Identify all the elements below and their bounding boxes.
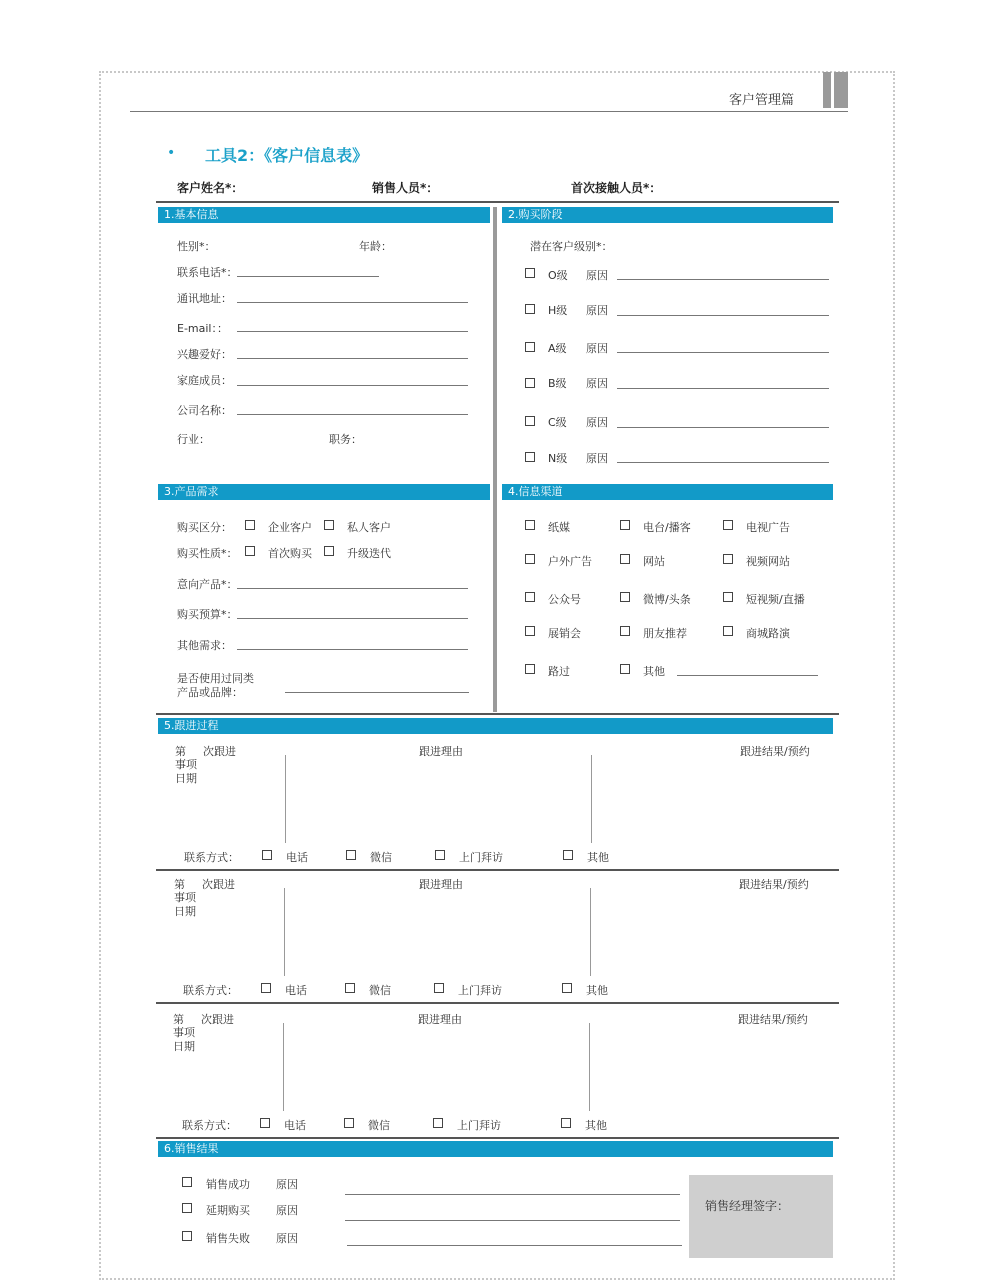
- level-a-reason-field[interactable]: [617, 352, 829, 353]
- followup2-contact-label: 联系方式：: [183, 984, 238, 997]
- industry-label: 行业：: [177, 433, 210, 446]
- followup2-divider-left: [284, 888, 285, 976]
- level-n-label: N级: [548, 452, 568, 465]
- upgrade-checkbox[interactable]: [324, 546, 334, 556]
- section-sales-result: 6.销售结果: [158, 1141, 833, 1157]
- channel-label-website: 网站: [643, 555, 665, 568]
- address-field[interactable]: [237, 302, 468, 303]
- followup1-visit-checkbox[interactable]: [435, 850, 445, 860]
- purchase-type-label: 购买区分：: [177, 521, 232, 534]
- top-rule: [156, 201, 839, 203]
- first-purchase-checkbox[interactable]: [245, 546, 255, 556]
- channel-label-tv: 电视广告: [746, 521, 790, 534]
- private-checkbox[interactable]: [324, 520, 334, 530]
- section5-top-rule: [156, 713, 839, 715]
- upgrade-label: 升级迭代: [347, 547, 391, 560]
- level-o-label: O级: [548, 269, 568, 282]
- channel-label-outdoor: 户外广告: [548, 555, 592, 568]
- private-label: 私人客户: [347, 521, 391, 534]
- followup3-other-label: 其他: [585, 1119, 607, 1132]
- result-fail-checkbox[interactable]: [182, 1231, 192, 1241]
- followup3-divider-right: [589, 1023, 590, 1111]
- used-similar-field[interactable]: [285, 692, 469, 693]
- channel-label-expo: 展销会: [548, 627, 581, 640]
- channel-label-wechat-account: 公众号: [548, 593, 581, 606]
- manager-signature-box[interactable]: [689, 1175, 833, 1258]
- channel-other-field[interactable]: [677, 675, 818, 676]
- channel-checkbox-website[interactable]: [620, 554, 630, 564]
- followup3-riqi: 日期: [173, 1040, 195, 1053]
- position-label: 职务：: [329, 433, 362, 446]
- address-label: 通讯地址：: [177, 292, 232, 305]
- channel-checkbox-print[interactable]: [525, 520, 535, 530]
- hobby-field[interactable]: [237, 358, 468, 359]
- enterprise-label: 企业客户: [268, 521, 312, 534]
- followup3-contact-label: 联系方式：: [182, 1119, 237, 1132]
- followup2-reason: 跟进理由: [419, 878, 463, 891]
- channel-label-other: 其他: [643, 665, 665, 678]
- followup2-other-label: 其他: [586, 984, 608, 997]
- followup2-visit-label: 上门拜访: [458, 984, 502, 997]
- followup1-other-label: 其他: [587, 851, 609, 864]
- followup3-phone-checkbox[interactable]: [260, 1118, 270, 1128]
- followup1-other-checkbox[interactable]: [563, 850, 573, 860]
- company-field[interactable]: [237, 414, 468, 415]
- channel-checkbox-expo[interactable]: [525, 626, 535, 636]
- title-bullet: •: [167, 145, 176, 161]
- followup2-phone-label: 电话: [285, 984, 307, 997]
- followup3-other-checkbox[interactable]: [561, 1118, 571, 1128]
- followup3-shixiang: 事项: [173, 1026, 195, 1039]
- result-fail-label: 销售失败: [206, 1232, 250, 1245]
- email-label: E-mail：：: [177, 322, 228, 335]
- channel-label-short-video: 短视频/直播: [746, 593, 805, 606]
- column-divider: [493, 207, 497, 712]
- followup2-wechat-label: 微信: [369, 984, 391, 997]
- age-label: 年龄：: [359, 240, 392, 253]
- followup3-result: 跟进结果/预约: [738, 1013, 808, 1026]
- result-delay-reason-label: 原因: [276, 1204, 298, 1217]
- company-label: 公司名称：: [177, 404, 232, 417]
- result-delay-label: 延期购买: [206, 1204, 250, 1217]
- channel-label-print: 纸媒: [548, 521, 570, 534]
- followup3-bottom-rule: [156, 1137, 839, 1139]
- section-product-needs: 3.产品需求: [158, 484, 490, 500]
- followup1-di: 第: [175, 745, 186, 758]
- channel-checkbox-other[interactable]: [620, 664, 630, 674]
- followup3-reason: 跟进理由: [418, 1013, 462, 1026]
- followup1-phone-checkbox[interactable]: [262, 850, 272, 860]
- followup1-divider-right: [591, 755, 592, 843]
- followup2-ci: 次跟进: [202, 878, 235, 891]
- channel-checkbox-tv[interactable]: [723, 520, 733, 530]
- followup1-riqi: 日期: [175, 772, 197, 785]
- intended-product-label: 意向产品*：: [177, 578, 238, 591]
- enterprise-checkbox[interactable]: [245, 520, 255, 530]
- section-info-channel: 4.信息渠道: [502, 484, 833, 500]
- phone-field[interactable]: [237, 276, 379, 277]
- result-success-label: 销售成功: [206, 1178, 250, 1191]
- followup1-divider-left: [285, 755, 286, 843]
- budget-label: 购买预算*：: [177, 608, 238, 621]
- followup2-divider-right: [590, 888, 591, 976]
- followup3-di: 第: [173, 1013, 184, 1026]
- potential-level-label: 潜在客户级别*：: [530, 240, 613, 253]
- level-h-reason-field[interactable]: [617, 315, 829, 316]
- followup2-di: 第: [174, 878, 185, 891]
- first-purchase-label: 首次购买: [268, 547, 312, 560]
- level-a-checkbox[interactable]: [525, 342, 535, 352]
- result-success-checkbox[interactable]: [182, 1177, 192, 1187]
- followup2-other-checkbox[interactable]: [562, 983, 572, 993]
- level-b-reason-label: 原因: [586, 377, 608, 390]
- section-basic-info: 1.基本信息: [158, 207, 490, 223]
- followup3-divider-left: [283, 1023, 284, 1111]
- result-fail-reason-label: 原因: [276, 1232, 298, 1245]
- followup2-phone-checkbox[interactable]: [261, 983, 271, 993]
- header-rule: [130, 111, 848, 112]
- page-title: 工具2：《客户信息表》: [205, 146, 369, 165]
- followup3-wechat-checkbox[interactable]: [344, 1118, 354, 1128]
- channel-checkbox-passby[interactable]: [525, 664, 535, 674]
- gender-label: 性别*：: [177, 240, 216, 253]
- followup1-shixiang: 事项: [175, 758, 197, 771]
- channel-label-passby: 路过: [548, 665, 570, 678]
- followup1-bottom-rule: [156, 869, 839, 871]
- customer-name-label: 客户姓名*：: [177, 181, 244, 195]
- manager-signature-label: 销售经理签字：: [705, 1199, 790, 1213]
- followup3-ci: 次跟进: [201, 1013, 234, 1026]
- followup2-wechat-checkbox[interactable]: [345, 983, 355, 993]
- result-delay-reason-field[interactable]: [345, 1220, 680, 1221]
- header-title: 客户管理篇: [729, 93, 795, 108]
- purchase-nature-label: 购买性质*：: [177, 547, 238, 560]
- level-o-reason-field[interactable]: [617, 279, 829, 280]
- followup1-wechat-checkbox[interactable]: [346, 850, 356, 860]
- salesperson-label: 销售人员*：: [372, 181, 439, 195]
- level-h-checkbox[interactable]: [525, 304, 535, 314]
- followup1-visit-label: 上门拜访: [459, 851, 503, 864]
- email-field[interactable]: [237, 331, 468, 332]
- level-c-label: C级: [548, 416, 567, 429]
- level-a-label: A级: [548, 342, 567, 355]
- channel-label-friend: 朋友推荐: [643, 627, 687, 640]
- channel-checkbox-outdoor[interactable]: [525, 554, 535, 564]
- level-b-reason-field[interactable]: [617, 388, 829, 389]
- channel-checkbox-short-video[interactable]: [723, 592, 733, 602]
- channel-checkbox-wechat-account[interactable]: [525, 592, 535, 602]
- channel-checkbox-radio[interactable]: [620, 520, 630, 530]
- channel-checkbox-roadshow[interactable]: [723, 626, 733, 636]
- section-purchase-stage: 2.购买阶段: [502, 207, 833, 223]
- followup1-ci: 次跟进: [203, 745, 236, 758]
- channel-checkbox-video[interactable]: [723, 554, 733, 564]
- level-h-label: H级: [548, 304, 568, 317]
- followup3-phone-label: 电话: [284, 1119, 306, 1132]
- followup3-visit-checkbox[interactable]: [433, 1118, 443, 1128]
- level-n-checkbox[interactable]: [525, 452, 535, 462]
- result-fail-reason-field[interactable]: [347, 1245, 682, 1246]
- followup1-reason: 跟进理由: [419, 745, 463, 758]
- phone-label: 联系电话*：: [177, 266, 238, 279]
- used-similar-line2: 产品或品牌：: [177, 686, 243, 699]
- followup2-riqi: 日期: [174, 905, 196, 918]
- header-bar-large: [834, 72, 848, 108]
- level-b-label: B级: [548, 377, 567, 390]
- channel-checkbox-weibo[interactable]: [620, 592, 630, 602]
- level-o-checkbox[interactable]: [525, 268, 535, 278]
- followup1-wechat-label: 微信: [370, 851, 392, 864]
- level-o-reason-label: 原因: [586, 269, 608, 282]
- channel-label-video: 视频网站: [746, 555, 790, 568]
- used-similar-line1: 是否使用过同类: [177, 672, 254, 685]
- level-c-reason-field[interactable]: [617, 427, 829, 428]
- result-success-reason-field[interactable]: [345, 1194, 680, 1195]
- result-delay-checkbox[interactable]: [182, 1203, 192, 1213]
- followup1-phone-label: 电话: [286, 851, 308, 864]
- result-success-reason-label: 原因: [276, 1178, 298, 1191]
- section-follow-up: 5.跟进过程: [158, 718, 833, 734]
- budget-field[interactable]: [237, 618, 468, 619]
- level-n-reason-label: 原因: [586, 452, 608, 465]
- hobby-label: 兴趣爱好：: [177, 348, 232, 361]
- other-needs-label: 其他需求：: [177, 639, 232, 652]
- channel-checkbox-friend[interactable]: [620, 626, 630, 636]
- header-bar-small: [823, 72, 831, 108]
- followup3-wechat-label: 微信: [368, 1119, 390, 1132]
- level-c-reason-label: 原因: [586, 416, 608, 429]
- level-c-checkbox[interactable]: [525, 416, 535, 426]
- level-a-reason-label: 原因: [586, 342, 608, 355]
- level-h-reason-label: 原因: [586, 304, 608, 317]
- followup1-contact-label: 联系方式：: [184, 851, 239, 864]
- family-label: 家庭成员：: [177, 374, 232, 387]
- followup2-visit-checkbox[interactable]: [434, 983, 444, 993]
- level-b-checkbox[interactable]: [525, 378, 535, 388]
- intended-product-field[interactable]: [237, 588, 468, 589]
- followup2-shixiang: 事项: [174, 891, 196, 904]
- level-n-reason-field[interactable]: [617, 462, 829, 463]
- followup2-result: 跟进结果/预约: [739, 878, 809, 891]
- channel-label-radio: 电台/播客: [643, 521, 691, 534]
- other-needs-field[interactable]: [237, 649, 468, 650]
- followup3-visit-label: 上门拜访: [457, 1119, 501, 1132]
- followup1-result: 跟进结果/预约: [740, 745, 810, 758]
- family-field[interactable]: [237, 385, 468, 386]
- followup2-bottom-rule: [156, 1002, 839, 1004]
- channel-label-weibo: 微博/头条: [643, 593, 691, 606]
- channel-label-roadshow: 商城路演: [746, 627, 790, 640]
- first-contact-label: 首次接触人员*：: [571, 181, 662, 195]
